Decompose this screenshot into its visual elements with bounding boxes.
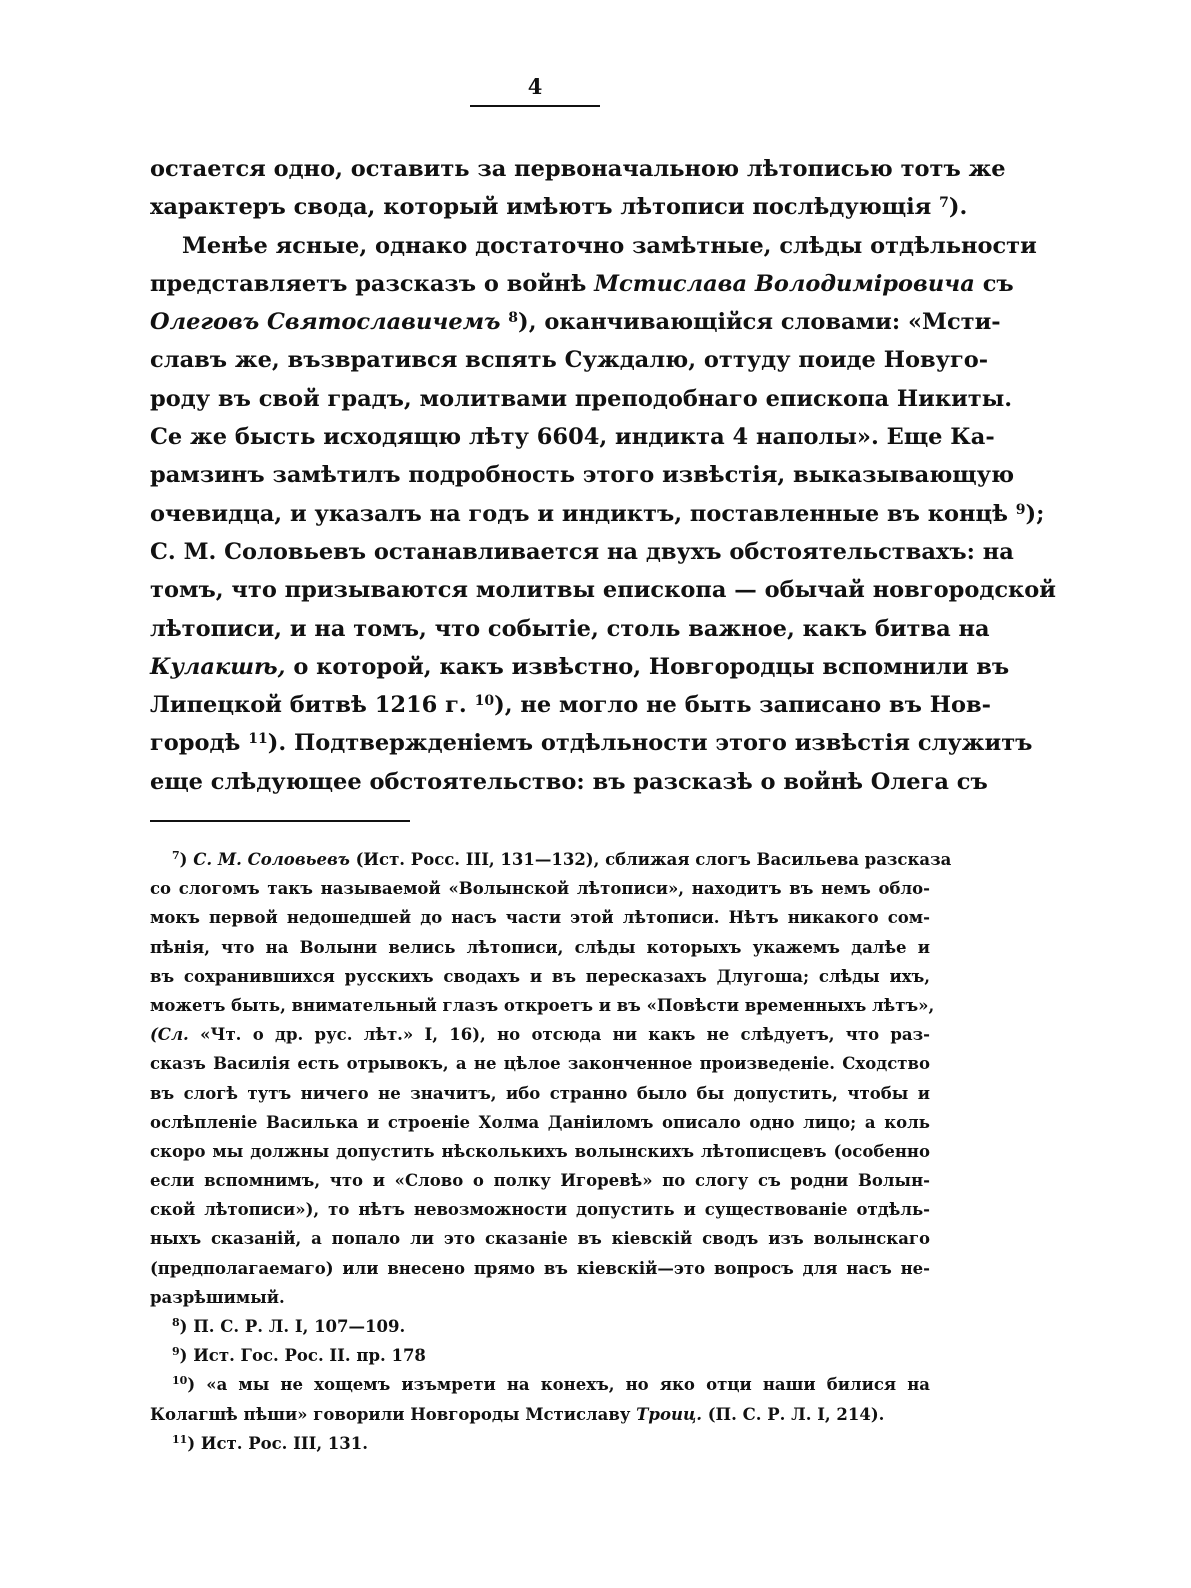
footnote-divider — [150, 820, 410, 822]
footnote-line: если вспомнимъ, что и «Слово о полку Игоревѣ» по слогу съ родни Волын- — [150, 1171, 930, 1191]
footnote-line: (предполагаемаго) или внесено прямо въ кіевскій—это вопросъ для насъ не- — [150, 1258, 930, 1278]
footnote-ref[interactable]: 11 — [248, 731, 268, 748]
text-line: лѣтописи, и на томъ, что событіе, столь важное, какъ битва на — [150, 615, 990, 642]
footnote-line: со слогомъ такъ называемой «Волынской лѣтописи», находитъ въ немъ обло- — [150, 879, 930, 899]
text-line: Олеговъ Святославичемъ $^8$), оканчивающійся словами: «Мсти- — [150, 309, 1001, 336]
text-line: представляетъ разсказъ о войнѣ Мстислава Володиміровича съ — [150, 270, 1014, 297]
person-name: Олеговъ Святославичемъ — [150, 309, 501, 336]
text-line: томъ, что призываются молитвы епископа — обычай новгородской — [150, 577, 1056, 604]
footnote-9: $^9$) Ист. Гос. Рос. II. пр. 178 — [172, 1345, 426, 1366]
footnote-11: $^{11}$) Ист. Рос. III, 131. — [172, 1432, 368, 1453]
text-line: очевидца, и указалъ на годъ и индиктъ, поставленные въ концѣ $^9$); — [150, 500, 1045, 527]
text-line: еще слѣдующее обстоятельство: въ разсказѣ о войнѣ Олега съ — [150, 768, 988, 795]
text-line: Липецкой битвѣ 1216 г. $^{10}$), не могло не быть записано въ Нов- — [150, 692, 991, 719]
footnote-line: разрѣшимый. — [150, 1287, 285, 1307]
footnote-line: мокъ первой недошедшей до насъ части этой лѣтописи. Нѣтъ никакого сом- — [150, 908, 930, 928]
footnote-line: можетъ быть, внимательный глазъ откроетъ и въ «Повѣсти временныхъ лѣтъ», — [150, 995, 935, 1015]
footnote-line: въ сохранившихся русскихъ сводахъ и въ пересказахъ Длугоша; слѣды ихъ, — [150, 966, 930, 986]
text-line: остается одно, оставить за первоначальною лѣтописью тотъ же — [150, 156, 1006, 182]
place-name: Кулакшѣ, — [150, 653, 286, 680]
footnote-line: Колагшѣ пѣши» говорили Новгороды Мстиславу Троиц. (П. С. Р. Л. I, 214). — [150, 1404, 885, 1424]
footnote-line: сказъ Василія есть отрывокъ, а не цѣлое законченное произведеніе. Сходство — [150, 1054, 930, 1074]
footnote-line: скоро мы должны допустить нѣсколькихъ волынскихъ лѣтописцевъ (особенно — [150, 1141, 930, 1161]
footnotes — [150, 845, 952, 1458]
main-text — [150, 150, 1056, 801]
footnote-line: (Сл. «Чт. о др. рус. лѣт.» I, 16), но отсюда ни какъ не слѣдуетъ, что раз- — [150, 1025, 930, 1045]
page-number: 4 — [470, 74, 600, 107]
footnote-line: ныхъ сказаній, а попало ли это сказаніе въ кіевскій сводъ изъ волынскаго — [150, 1229, 930, 1249]
footnote-10: $^{10}$) «а мы не хощемъ изъмрети на конехъ, но яко отци наши билися на — [172, 1374, 930, 1395]
text-line: Се же бысть исходящю лѣту 6604, индикта 4 наполы». Еще Ка- — [150, 424, 995, 451]
text-line: городѣ $^{11}$). Подтвержденіемъ отдѣльности этого извѣстія служитъ — [150, 730, 1033, 757]
footnote-ref[interactable]: 10 — [474, 693, 495, 710]
text-line: характеръ свода, который имѣютъ лѣтописи послѣдующія $^7$). — [150, 194, 968, 221]
footnote-line: ской лѣтописи»), то нѣтъ невозможности допустить и существованіе отдѣль- — [150, 1200, 930, 1220]
footnote-7: $^7$) С. М. Соловьевъ (Ист. Росс. III, 131—132), сближая слогъ Васильева разсказа — [172, 849, 952, 869]
footnote-ref[interactable]: 9 — [1015, 501, 1026, 518]
text-line: рамзинъ замѣтилъ подробность этого извѣстія, выказывающую — [150, 462, 1015, 489]
footnote-line: въ слогѣ тутъ ничего не значитъ, ибо странно было бы допустить, чтобы и — [150, 1083, 930, 1103]
text-line: С. М. Соловьевъ останавливается на двухъ обстоятельствахъ: на — [150, 538, 1014, 565]
footnote-ref[interactable]: 8 — [508, 310, 519, 327]
text-line: славъ же, възвратився вспять Суждалю, оттуду поиде Новуго- — [150, 347, 989, 374]
text-line: Менѣе ясные, однако достаточно замѣтные, слѣды отдѣльности — [182, 232, 1037, 259]
text-line: роду въ свой градъ, молитвами преподобнаго епископа Никиты. — [150, 385, 1013, 412]
footnote-ref[interactable]: 7 — [939, 195, 949, 212]
footnote-line: ослѣпленіе Василька и строеніе Холма Даніиломъ описало одно лицо; а коль — [150, 1112, 930, 1132]
text-line: Кулакшѣ, о которой, какъ извѣстно, Новгородцы вспомнили въ — [150, 653, 1010, 680]
person-name: Мстислава Володиміровича — [594, 270, 975, 297]
footnote-8: $^8$) П. С. Р. Л. I, 107—109. — [172, 1316, 406, 1336]
footnote-line: пѣнія, что на Волыни велись лѣтописи, слѣды которыхъ укажемъ далѣе и — [150, 937, 930, 957]
